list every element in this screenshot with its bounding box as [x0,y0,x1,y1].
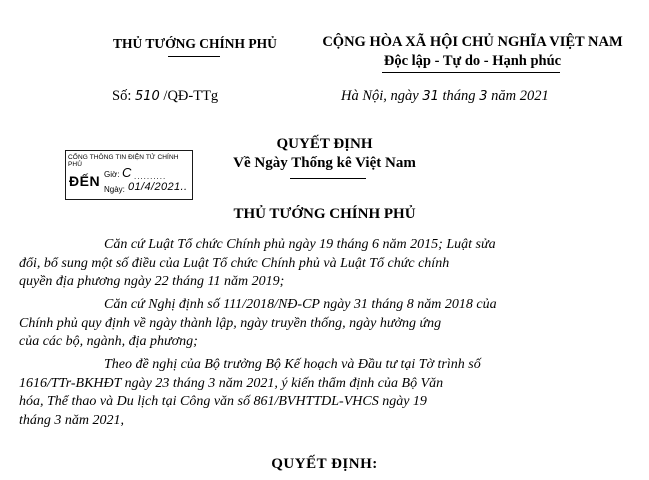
place-text: Hà Nội, ngày [341,88,423,104]
document-number [112,88,218,105]
date-year: năm 2021 [487,88,549,104]
preamble-paragraph-2 [19,296,631,352]
paragraph-line: Theo đề nghị của Bộ trưởng Bộ Kế hoạch và Đầu tư tại Tờ trình số [104,357,481,372]
paragraph-line: Căn cứ Luật Tổ chức Chính phủ ngày 19 tháng 6 năm 2015; Luật sửa [104,237,496,252]
stamp-den-label: ĐẾN [69,173,101,189]
issuing-agency: THỦ TƯỚNG CHÍNH PHỦ [113,36,277,51]
paragraph-line: Căn cứ Nghị định số 111/2018/NĐ-CP ngày 31 tháng 8 năm 2018 của [104,297,497,312]
agency-underline [168,56,220,57]
stamp-time-value: C [122,165,132,180]
national-motto: Độc lập - Tự do - Hạnh phúc [383,53,562,69]
document-number-value: 510 [134,89,160,104]
decision-heading: QUYẾT ĐỊNH: [271,456,378,472]
national-title: CỘNG HÒA XÃ HỘI CHỦ NGHĨA VIỆT NAM [322,34,623,50]
paragraph-line: đổi, bổ sung một số điều của Luật Tổ chức Chính phủ và Luật Tổ chức chính [19,255,450,271]
stamp-date-value: 01/4/2021.. [128,181,188,193]
place-and-date [341,88,549,105]
paragraph-line: 1616/TTr-BKHĐT ngày 23 tháng 3 năm 2021, ý kiến thẩm định của Bộ Văn [19,375,444,391]
document-number-prefix: Số: [112,88,135,104]
stamp-organization: CỔNG THÔNG TIN ĐIỆN TỬ CHÍNH PHỦ [68,154,179,168]
stamp-time-dots: .......... [134,172,167,181]
date-day: 31 [422,89,439,104]
document-type: QUYẾT ĐỊNH [276,136,373,152]
stamp-date-label: Ngày: [104,185,125,194]
paragraph-line: Chính phủ quy định về ngày thành lập, ngày truyền thống, ngày hưởng ứng [19,315,442,331]
stamp-time-label: Giờ: [104,170,120,179]
subject-underline [290,178,366,179]
motto-underline [382,72,560,73]
preamble-paragraph-3 [19,356,631,430]
paragraph-line: của các bộ, ngành, địa phương; [19,334,198,349]
preamble-paragraph-1 [19,236,631,292]
paragraph-line: hóa, Thể thao và Du lịch tại Công văn số 861/BVHTTDL-VHCS ngày 19 [19,394,427,409]
paragraph-line: quyền địa phương ngày 22 tháng 11 năm 2019; [19,274,285,289]
paragraph-line: tháng 3 năm 2021, [19,412,124,428]
date-month: 3 [479,89,488,104]
document-subject: Về Ngày Thống kê Việt Nam [233,155,416,171]
received-stamp [65,150,193,200]
authority-heading: THỦ TƯỚNG CHÍNH PHỦ [233,206,416,222]
date-month-label: tháng [438,88,480,104]
document-number-suffix: /QĐ-TTg [159,88,219,104]
